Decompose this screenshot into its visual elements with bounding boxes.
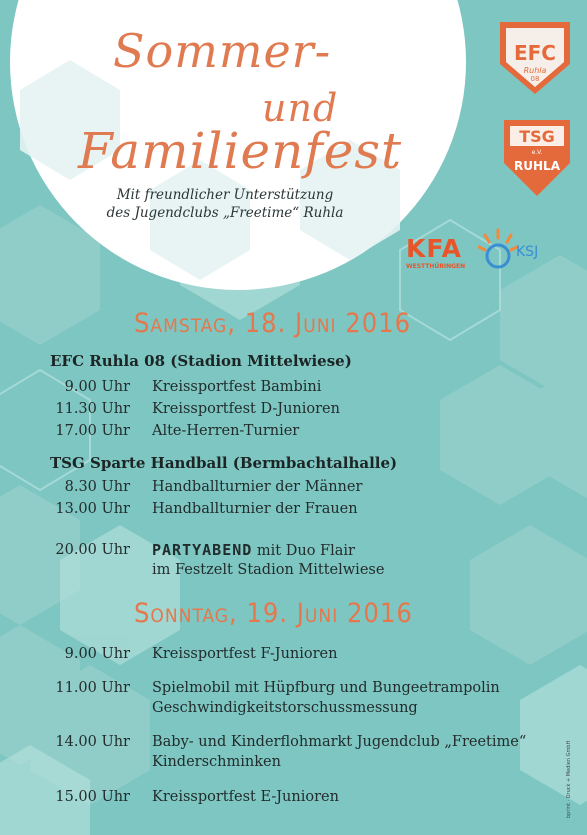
row-description: Kreissportfest F-Junioren [152,646,338,662]
saturday-venue-tsg: TSG Sparte Handball (Bermbachtalhalle) [50,454,398,472]
row-time: 14.00 Uhr [55,734,130,750]
party-row [30,540,550,580]
schedule-row [30,732,550,774]
title-line-1: Sommer- [113,24,332,78]
row-time: 13.00 Uhr [55,501,130,517]
row-time: 20.00 Uhr [55,542,130,558]
sunday-heading: Sonntag, 19. Juni 2016 [134,598,413,629]
tsg-ruhla-logo [502,118,572,198]
row-time: 9.00 Uhr [64,379,130,395]
schedule-row [30,499,530,519]
row-description: Alte-Herren-Turnier [152,423,300,439]
tsg-logo-ev: e.V. [531,149,543,156]
row-description-2: Kinderschminken [152,754,281,770]
row-description-2: Geschwindigkeitstorschussmessung [152,700,418,716]
row-time: 11.00 Uhr [55,680,130,696]
row-description: Handballturnier der Männer [152,479,363,495]
kfa-logo: KFA [406,234,462,263]
schedule-row [30,477,530,497]
party-highlight: PARTYABEND [152,541,253,559]
schedule-row [30,377,530,397]
row-time: 17.00 Uhr [55,423,130,439]
row-description: Baby- und Kinderflohmarkt Jugendclub „Freetime“ [152,734,527,750]
row-time: 9.00 Uhr [64,646,130,662]
row-description: Kreissportfest E-Junioren [152,789,339,805]
row-description: Spielmobil mit Hüpfburg und Bungeetrampolin [152,680,500,696]
kfa-logo-sub: WESTTHÜRINGEN [406,263,466,270]
ksj-sun-icon [478,226,518,276]
row-description: Kreissportfest D-Junioren [152,401,340,417]
schedule-row [30,399,530,419]
support-line-1: Mit freundlicher Unterstützung [116,187,334,203]
support-line-2: des Jugendclubs „Freetime“ Ruhla [106,205,344,221]
tsg-logo-sub: RUHLA [514,159,560,173]
saturday-venue-efc: EFC Ruhla 08 (Stadion Mittelwiese) [50,352,352,370]
efc-logo-num: 08 [530,75,540,83]
title-line-3: Familienfest [78,122,403,180]
row-time: 15.00 Uhr [55,789,130,805]
row-description: Handballturnier der Frauen [152,501,358,517]
schedule-row [30,644,550,664]
efc-logo-name: EFC [513,41,557,65]
schedule-row [30,678,550,720]
title-line-2: und [262,86,339,130]
efc-logo-sub: Ruhla [523,66,547,75]
row-time: 8.30 Uhr [64,479,130,495]
efc-ruhla-logo [496,18,574,98]
party-band: mit Duo Flair [252,543,355,559]
saturday-heading: Samstag, 18. Juni 2016 [134,308,412,339]
row-description: Kreissportfest Bambini [152,379,322,395]
row-time: 11.30 Uhr [55,401,130,417]
party-location: im Festzelt Stadion Mittelwiese [152,562,385,578]
tsg-logo-name: TSG [519,127,555,146]
schedule-row [30,421,530,441]
print-credit: bprint · Druck + Medien GmbH [566,740,572,818]
schedule-row [30,787,550,807]
ksj-logo: KSJ [516,244,539,260]
